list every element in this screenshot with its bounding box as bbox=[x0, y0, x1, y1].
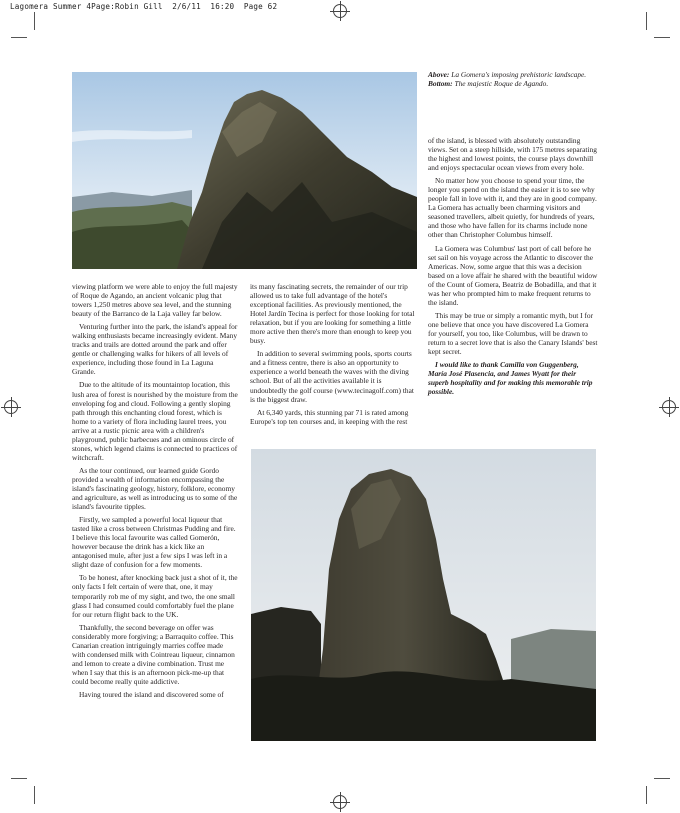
caption-bottom-label: Bottom: bbox=[428, 79, 453, 88]
article-column-left bbox=[72, 282, 238, 703]
paragraph: In addition to several swimming pools, sports courts and a fitness centre, there is also an opportunity to experience a world beneath the waves with the diving school. But of all the activities available it is undoubtedly the golf course (www.tecinagolf.com) that is the biggest draw. bbox=[250, 349, 414, 404]
registration-mark-left bbox=[4, 400, 18, 414]
paragraph: Firstly, we sampled a powerful local liqueur that tasted like a cross between Christmas Pudding and fire. I believe this local favourite was called Gomerón, however because the drink has a kick like an antagonised mule, after just a few sips I was left in a slight daze of confusion for a few moments. bbox=[72, 515, 236, 570]
crop-mark bbox=[34, 12, 35, 30]
paragraph: viewing platform we were able to enjoy the full majesty of Roque de Agando, an ancient volcanic plug that towers 1,250 metres above sea level, and the stunning beauty of the Barranco de la Laja valley far below. bbox=[72, 282, 238, 319]
paragraph: To be honest, after knocking back just a shot of it, the only facts I felt certain of were that, one, it may temporarily rob me of my sight, and two, the one small glass I had consumed could comfortably fuel the plane for our return flight back to the UK. bbox=[72, 573, 238, 619]
paragraph: At 6,340 yards, this stunning par 71 is rated among Europe's top ten courses and, in keeping with the rest bbox=[250, 407, 409, 426]
paragraph: Due to the altitude of its mountaintop location, this lush area of forest is nourished by the moisture from the enveloping fog and cloud. Following a gently sloping path through this enchanting cloud forest, which is home to a variety of flora including laurel trees, you arrive at a rustic picnic area with a children's playground, public barbecues and an ominous circle of stones, which legend claims is connected to practices of witchcraft. bbox=[72, 380, 238, 462]
paragraph: La Gomera was Columbus' last port of call before he set sail on his voyage across the Atlantic to discover the Americas. Now, some argue that this was a decision based on a love affair he shared with the beautiful widow of the Count of Gomera, Beatriz de Bobadilla, and that it was her who prompted him to make frequent returns to the island. bbox=[428, 243, 598, 307]
paragraph: its many fascinating secrets, the remainder of our trip allowed us to take full advantage of the hotel's exceptional facilities. As previously mentioned, the Hotel Jardín Tecina is perfect for those looking for total relaxation, but if you are looking for something a little more active then there's more than enough to keep you busy. bbox=[250, 282, 415, 346]
landscape-photo bbox=[72, 72, 417, 269]
registration-mark-bottom bbox=[333, 795, 347, 809]
crop-mark bbox=[11, 778, 27, 779]
crop-mark bbox=[34, 786, 35, 804]
paragraph: Venturing further into the park, the island's appeal for walking enthusiasts became increasingly evident. Many tracks and trails are dotted around the park and offer gentle or challenging walks for hikers of all levels of experience, including those found in La Laguna Grande. bbox=[72, 322, 238, 377]
caption-above-label: Above: bbox=[428, 70, 450, 79]
crop-mark bbox=[646, 12, 647, 30]
crop-mark bbox=[654, 778, 670, 779]
paragraph: of the island, is blessed with absolutely outstanding views. Set on a steep hillside, with 175 metres separating the highest and lowest points, the course plays downhill and enjoys spectacular ocean views from every hole. bbox=[428, 136, 597, 173]
article-column-middle bbox=[250, 282, 417, 430]
paragraph: Having toured the island and discovered some of bbox=[79, 689, 224, 699]
print-slug: Lagomera Summer 4Page:Robin Gill 2/6/11 16:20 Page 62 bbox=[10, 2, 278, 11]
paragraph: Thankfully, the second beverage on offer was considerably more forgiving; a Barraquito coffee. This Canarian creation intriguingly marries coffee made with condensed milk with Cointreau liqueur, cinnamon and lemon to create a divine combination. Trust me when I say that this is an afternoon pick-me-up that could become really quite addictive. bbox=[72, 622, 235, 686]
acknowledgement: I would like to thank Camilla von Guggenberg, María José Plasencia, and James Wyatt for their superb hospitality and for making this memorable trip possible. bbox=[428, 360, 593, 397]
caption-bottom-text: The majestic Roque de Agando. bbox=[454, 79, 549, 88]
paragraph: This may be true or simply a romantic myth, but I for one believe that once you have discovered La Gomera for yourself, you too, like Columbus, will be drawn to return to a secret love that is also the Canary Islands' best kept secret. bbox=[428, 310, 598, 357]
crop-mark bbox=[646, 786, 647, 804]
crop-mark bbox=[654, 37, 670, 38]
paragraph: No matter how you choose to spend your time, the longer you spend on the island the easier it is to see why people fall in love with it, and they are in good company. La Gomera has actually been charming visitors and seasoned travellers, albeit quietly, for hundreds of years, and those who have fallen for its charms include none other than Christopher Columbus himself. bbox=[428, 176, 597, 240]
paragraph: As the tour continued, our learned guide Gordo provided a wealth of information encompassing the island's fascinating geology, history, folklore, economy and agriculture, as well as introducing us to some of the island's favourite tipples. bbox=[72, 465, 238, 512]
caption-above-text: La Gomera's imposing prehistoric landscape. bbox=[451, 70, 587, 79]
registration-mark-right bbox=[662, 400, 676, 414]
article-column-right bbox=[428, 136, 598, 400]
photo-captions bbox=[428, 70, 600, 88]
registration-mark-top bbox=[333, 4, 347, 18]
roque-de-agando-photo bbox=[251, 449, 596, 741]
crop-mark bbox=[11, 37, 27, 38]
